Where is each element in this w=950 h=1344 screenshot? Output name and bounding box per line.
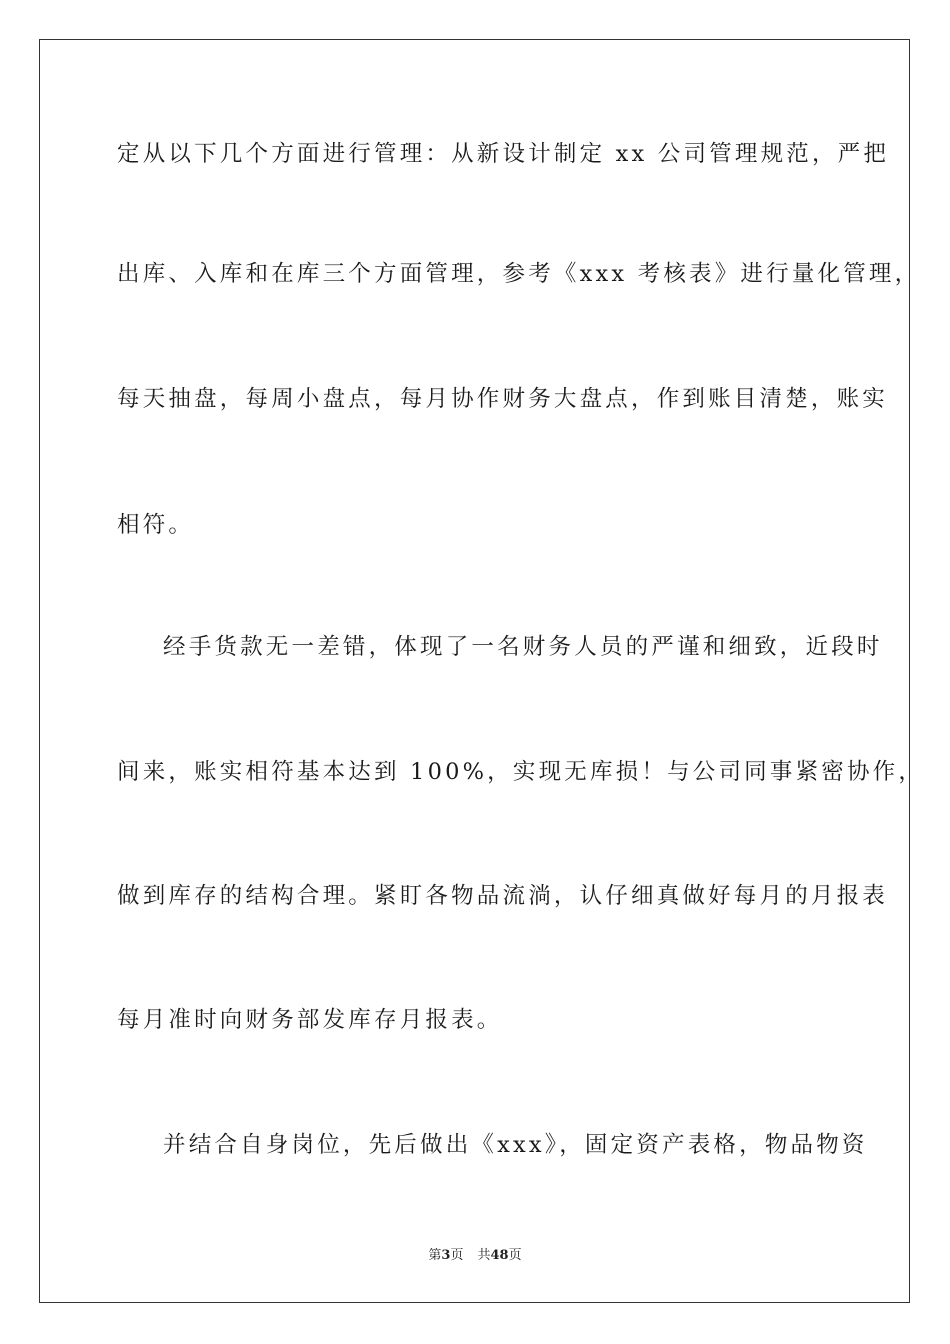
page-suffix: 页 [450,1248,464,1263]
total-prefix: 共 [477,1248,491,1263]
text-line: 做到库存的结构合理。紧盯各物品流淌，认仔细真做好每月的月报表 [117,883,889,909]
page-border [39,39,925,1303]
text-line: 每天抽盘，每周小盘点，每月协作财务大盘点，作到账目清楚，账实 [117,386,889,412]
text-line: 相符。 [117,512,195,538]
text-line: 每月准时向财务部发库存月报表。 [117,1007,503,1033]
text-line: 出库、入库和在库三个方面管理，参考《xxx 考核表》进行量化管理， [117,261,921,287]
total-pages: 48 [490,1248,509,1263]
total-suffix: 页 [508,1248,522,1263]
page-prefix: 第 [428,1248,442,1263]
text-line: 定从以下几个方面进行管理：从新设计制定 xx 公司管理规范，严把 [117,141,890,167]
text-line: 间来，账实相符基本达到 100%，实现无库损！与公司同事紧密协作， [117,759,925,785]
page-number: 3 [441,1248,451,1263]
text-line: 经手货款无一差错，体现了一名财务人员的严谨和细致，近段时 [163,634,883,660]
text-line: 并结合自身岗位，先后做出《xxx》，固定资产表格，物品物资 [163,1132,868,1158]
page-footer [0,1247,950,1265]
